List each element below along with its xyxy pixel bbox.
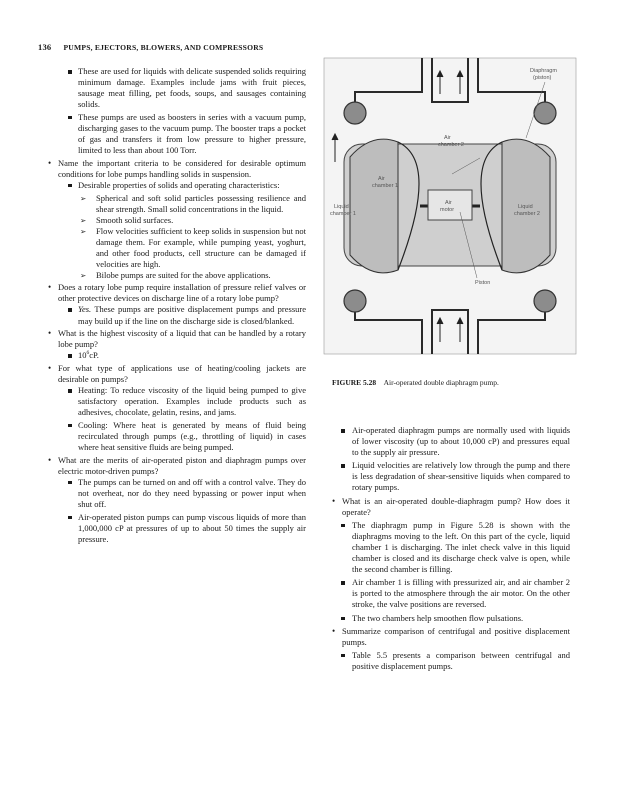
diaphragm-pump-diagram [320, 52, 580, 358]
bullet-item: The two chambers help smoothen flow pulsations. [332, 613, 570, 624]
emphasis-yes: Yes. [78, 304, 92, 315]
figure-label: FIGURE 5.28 [332, 378, 377, 387]
label-air-chamber-1-b: chamber 1 [372, 183, 398, 189]
question-item: • Summarize comparison of centrifugal and positive displacement pumps. [332, 626, 570, 648]
bullet-item: Liquid velocities are relatively low through the pump and there is less degradation of shear-sensitive liquids when compared to rotary pumps. [332, 460, 570, 493]
page-number: 136 [38, 42, 52, 52]
bullet-item: The diaphragm pump in Figure 5.28 is shown with the diaphragms moving to the left. On this part of the cycle, liquid chamber 1 is discharging. The inlet check valve in this liquid chamber is closed and its discharge check valve is open, while the second chamber is filling. [332, 520, 570, 575]
sub-bullet-item: ➢ Spherical and soft solid particles possessing resilience and shear strength. Small solid concentrations in the liquid. [44, 193, 306, 215]
label-air-motor-b: motor [440, 207, 455, 213]
question-item: • What are the merits of air-operated piston and diaphragm pumps over electric motor-driven pumps? [44, 455, 306, 477]
viscosity-unit: cP. [89, 350, 99, 361]
running-header [38, 42, 598, 52]
bullet-item: Air-operated diaphragm pumps are normally used with liquids of lower viscosity (up to about 10,000 cP) and pressures equal to the supply air pressure. [332, 425, 570, 458]
bullet-item: These pumps are used as boosters in series with a vacuum pump, discharging gases to the vacuum pump. The booster traps a pocket of gas and transfers it from low pressure to higher pressure, limited to less than about 100 Torr. [44, 112, 306, 156]
diaphragm-pump-figure [320, 52, 580, 358]
left-column [44, 66, 306, 546]
check-valve-ball [344, 290, 366, 312]
sub-bullet-item: ➢ Bilobe pumps are suited for the above applications. [44, 270, 306, 281]
label-air-chamber-1: Air [378, 176, 385, 182]
bullet-text: These pumps are positive displacement pumps and pressure may build up if the line on the discharge side is closed/blanked. [78, 304, 306, 326]
label-air-chamber-2-b: chamber 2 [438, 142, 464, 148]
right-column [332, 425, 570, 674]
figure-caption [332, 378, 592, 387]
label-liquid-chamber-2-b: chamber 2 [514, 211, 540, 217]
bullet-item: Air chamber 1 is filling with pressurized air, and air chamber 2 is ported to the atmosphere through the air motor. On the other stroke, the valve positions are reversed. [332, 577, 570, 610]
question-item: • Does a rotary lobe pump require installation of pressure relief valves or other protective devices on discharge line of a rotary lobe pump? [44, 282, 306, 304]
viscosity-base: 10 [78, 350, 87, 361]
check-valve-ball [344, 102, 366, 124]
bullet-item: Desirable properties of solids and operating characteristics: [44, 180, 306, 191]
label-air-chamber-2: Air [444, 135, 451, 141]
bullet-item: Heating: To reduce viscosity of the liquid being pumped to give satisfactory operation. Examples include products such as adhesives, chocolate, gelatin, resins, and jams. [44, 385, 306, 418]
bullet-item: The pumps can be turned on and off with a control valve. They do not overheat, nor do they need bypassing or power input when shut off. [44, 477, 306, 510]
bullet-item: These are used for liquids with delicate suspended solids requiring minimum damage. Examples include jams with fruit pieces, sausage meat filling, pet foods, soups, and sausages containing solids. [44, 66, 306, 110]
bullet-item [44, 350, 306, 361]
bullet-item: Cooling: Where heat is generated by means of fluid being recirculated through pumps (e.g., throttling of liquid) in cases where heat sensitive fluids are being pumped. [44, 420, 306, 453]
question-item: • For what type of applications use of heating/cooling jackets are desirable on pumps? [44, 363, 306, 385]
question-item: • Name the important criteria to be considered for desirable optimum conditions for lobe pumps handling solids in suspension. [44, 158, 306, 180]
label-air-motor: Air [445, 200, 452, 206]
label-liquid-chamber-2: Liquid [518, 204, 533, 210]
bullet-item: Air-operated piston pumps can pump viscous liquids of more than 1,000,000 cP at pressures of up to about 50 times the supply air pressure. [44, 512, 306, 545]
question-item: • What is an air-operated double-diaphragm pump? How does it operate? [332, 496, 570, 518]
bullet-item: Table 5.5 presents a comparison between centrifugal and positive displacement pumps. [332, 650, 570, 672]
label-diaphragm: Diaphragm [530, 68, 557, 74]
question-item: • What is the highest viscosity of a liquid that can be handled by a rotary lobe pump? [44, 328, 306, 350]
label-liquid-chamber-1-b: chamber 1 [330, 211, 356, 217]
viscosity-exponent: 6 [86, 350, 90, 357]
bullet-item [44, 304, 306, 326]
label-piston-paren: (piston) [533, 75, 552, 81]
figure-caption-text: Air-operated double diaphragm pump. [383, 378, 499, 387]
label-piston: Piston [475, 280, 491, 286]
check-valve-ball [534, 290, 556, 312]
liquid-chamber-1-shape [350, 139, 398, 273]
sub-bullet-item: ➢ Smooth solid surfaces. [44, 215, 306, 226]
sub-bullet-item: ➢ Flow velocities sufficient to keep solids in suspension but not damage them. For example, while pumping yeast, yoghurt, and other food products, cell structure can be damaged if velocities are high. [44, 226, 306, 270]
running-title: PUMPS, EJECTORS, BLOWERS, AND COMPRESSORS [63, 43, 264, 52]
label-liquid-chamber-1: Liquid [334, 204, 349, 210]
